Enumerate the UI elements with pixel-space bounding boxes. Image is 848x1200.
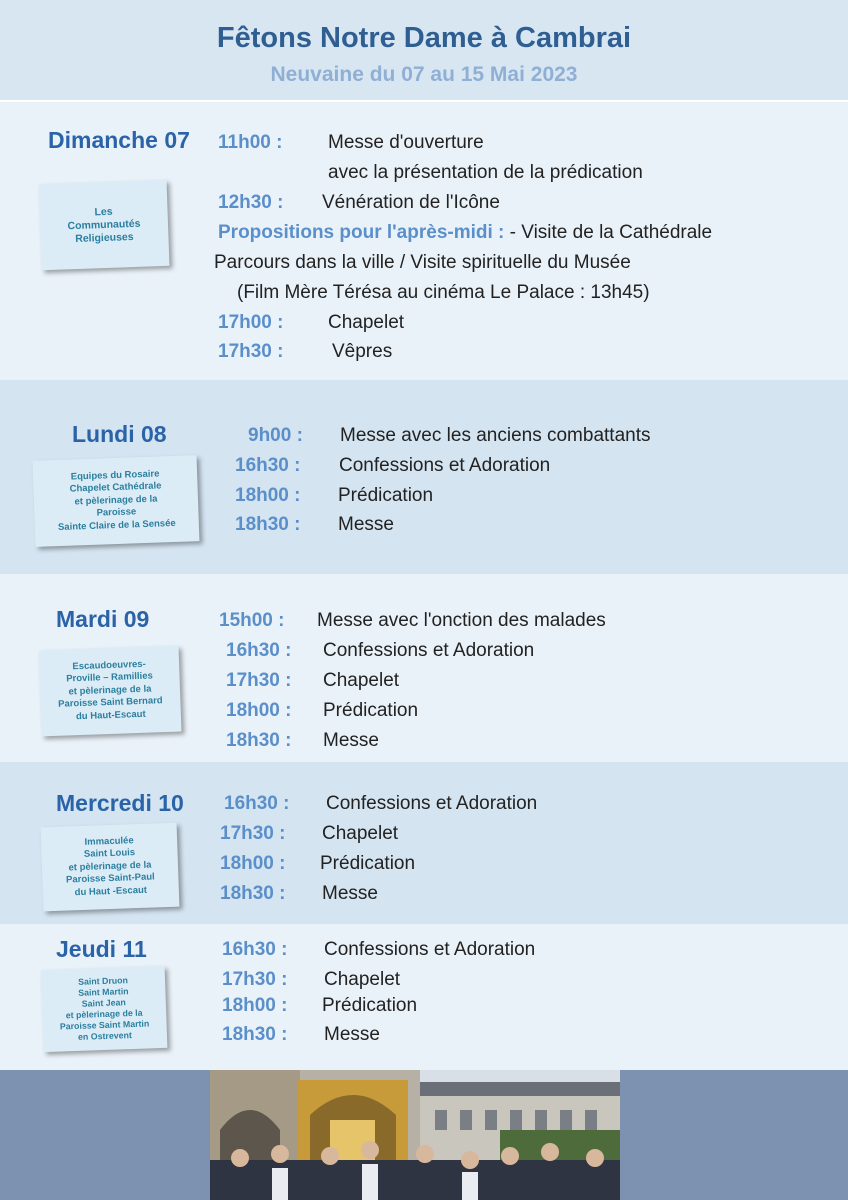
schedule-text: Chapelet	[323, 670, 400, 691]
note-line: et pèlerinage de la	[74, 493, 158, 508]
schedule-text: Confessions et Adoration	[323, 640, 535, 661]
schedule-text: Messe	[324, 1024, 380, 1045]
note-line: Saint Martin	[78, 986, 129, 998]
schedule-time: 18h00 :	[235, 485, 301, 506]
schedule-time: 17h30 :	[218, 341, 284, 362]
schedule-text: Messe avec l'onction des malades	[317, 610, 606, 631]
procession-photo	[210, 1070, 620, 1200]
note-line: Paroisse Saint Martin	[59, 1018, 150, 1032]
afternoon-line: Parcours dans la ville / Visite spirituelle du Musée	[214, 252, 631, 273]
schedule-text: Confessions et Adoration	[324, 939, 536, 960]
community-note	[41, 966, 168, 1052]
schedule-row	[218, 132, 484, 154]
community-note	[41, 823, 180, 912]
schedule-row	[218, 192, 500, 214]
schedule-time: 16h30 :	[226, 640, 292, 661]
schedule-row	[218, 312, 404, 334]
schedule-text: Vénération de l'Icône	[322, 192, 500, 213]
note-line: Saint Druon	[77, 975, 129, 987]
note-line: Proville – Ramillies	[66, 670, 154, 685]
day-heading: Mercredi 10	[56, 790, 184, 816]
schedule-text: Chapelet	[328, 312, 405, 333]
afternoon-text: - Visite de la Cathédrale	[504, 222, 713, 243]
schedule-row	[328, 162, 643, 184]
note-line: et pèlerinage de la	[65, 1007, 143, 1021]
schedule-row	[219, 610, 606, 632]
schedule-row	[235, 455, 550, 477]
schedule-row	[220, 823, 398, 845]
day-heading: Jeudi 11	[56, 936, 147, 962]
schedule-text: Messe	[323, 730, 379, 751]
schedule-time: 9h00 :	[248, 425, 303, 446]
note-line: et pèlerinage de la	[68, 859, 152, 874]
schedule-text: Messe	[338, 514, 394, 535]
schedule-time: 18h30 :	[226, 730, 292, 751]
schedule-time: 17h30 :	[226, 670, 292, 691]
schedule-time: 16h30 :	[235, 455, 301, 476]
schedule-text: Prédication	[338, 485, 434, 506]
afternoon-line: (Film Mère Térésa au cinéma Le Palace : 13h45)	[237, 282, 650, 303]
page-subtitle: Neuvaine du 07 au 15 Mai 2023	[270, 63, 578, 86]
schedule-row	[222, 939, 535, 961]
schedule-time: 11h00 :	[218, 132, 283, 153]
note-line: et pèlerinage de la	[68, 683, 152, 698]
community-note	[33, 455, 200, 547]
note-line: Equipes du Rosaire	[70, 468, 160, 483]
community-note	[39, 180, 170, 270]
schedule-row	[235, 514, 394, 536]
note-line: Immaculée	[84, 834, 134, 848]
schedule-row	[220, 883, 378, 905]
day-heading: Mardi 09	[56, 606, 150, 632]
note-line: du Haut-Escaut	[75, 708, 146, 722]
schedule-row	[226, 700, 418, 722]
schedule-text: Confessions et Adoration	[339, 455, 551, 476]
note-line: en Ostrevent	[77, 1030, 132, 1042]
schedule-row	[248, 425, 651, 447]
schedule-time: 15h00 :	[219, 610, 285, 631]
schedule-row	[226, 730, 379, 752]
schedule-time: 17h30 :	[222, 969, 288, 990]
schedule-time: 16h30 :	[224, 793, 290, 814]
day-heading: Lundi 08	[72, 421, 167, 447]
photo-band	[0, 1070, 848, 1200]
note-line: du Haut -Escaut	[74, 884, 148, 898]
note-line: Les	[94, 205, 113, 218]
schedule-time: 18h30 :	[222, 1024, 288, 1045]
schedule-time: 17h00 :	[218, 312, 284, 333]
schedule-row	[218, 341, 392, 363]
note-line: Paroisse Saint Bernard	[57, 695, 163, 711]
schedule-text: Prédication	[323, 700, 419, 721]
note-line: Chapelet Cathédrale	[69, 480, 162, 495]
note-line: Saint Jean	[81, 997, 126, 1009]
schedule-row	[226, 640, 534, 662]
schedule-row	[224, 793, 537, 815]
schedule-text: Chapelet	[322, 823, 399, 844]
note-line: Saint Louis	[83, 847, 136, 861]
schedule-row	[220, 853, 415, 875]
schedule-text: avec la présentation de la prédication	[328, 162, 643, 183]
schedule-time: 18h30 :	[220, 883, 286, 904]
afternoon-label: Propositions pour l'après-midi :	[218, 222, 505, 243]
page-title: Fêtons Notre Dame à Cambrai	[216, 22, 632, 54]
schedule-text: Chapelet	[324, 969, 401, 990]
schedule-text: Vêpres	[332, 341, 393, 362]
schedule-text: Prédication	[322, 995, 418, 1016]
schedule-text: Messe	[322, 883, 378, 904]
schedule-row	[235, 485, 433, 507]
schedule-text: Messe avec les anciens combattants	[340, 425, 651, 446]
schedule-row	[222, 995, 417, 1017]
note-line: Communautés	[67, 217, 141, 232]
schedule-row	[222, 1024, 380, 1046]
afternoon-proposals	[218, 222, 712, 244]
schedule-text: Messe d'ouverture	[328, 132, 484, 153]
note-line: Religieuses	[75, 230, 134, 245]
note-line: Sainte Claire de la Sensée	[57, 517, 176, 533]
community-note	[39, 646, 182, 737]
schedule-row	[222, 969, 400, 991]
schedule-time: 18h00 :	[222, 995, 288, 1016]
schedule-time: 18h00 :	[220, 853, 286, 874]
schedule-text: Prédication	[320, 853, 416, 874]
schedule-time: 18h30 :	[235, 514, 301, 535]
schedule-text: Confessions et Adoration	[326, 793, 538, 814]
schedule-time: 18h00 :	[226, 700, 292, 721]
schedule-row	[226, 670, 399, 692]
header-banner	[0, 0, 848, 100]
note-line: Paroisse	[96, 506, 137, 519]
schedule-time: 16h30 :	[222, 939, 288, 960]
note-line: Escaudoeuvres-	[72, 658, 146, 673]
note-line: Paroisse Saint-Paul	[65, 871, 155, 886]
schedule-time: 17h30 :	[220, 823, 286, 844]
day-heading: Dimanche 07	[48, 127, 190, 153]
schedule-time: 12h30 :	[218, 192, 284, 213]
